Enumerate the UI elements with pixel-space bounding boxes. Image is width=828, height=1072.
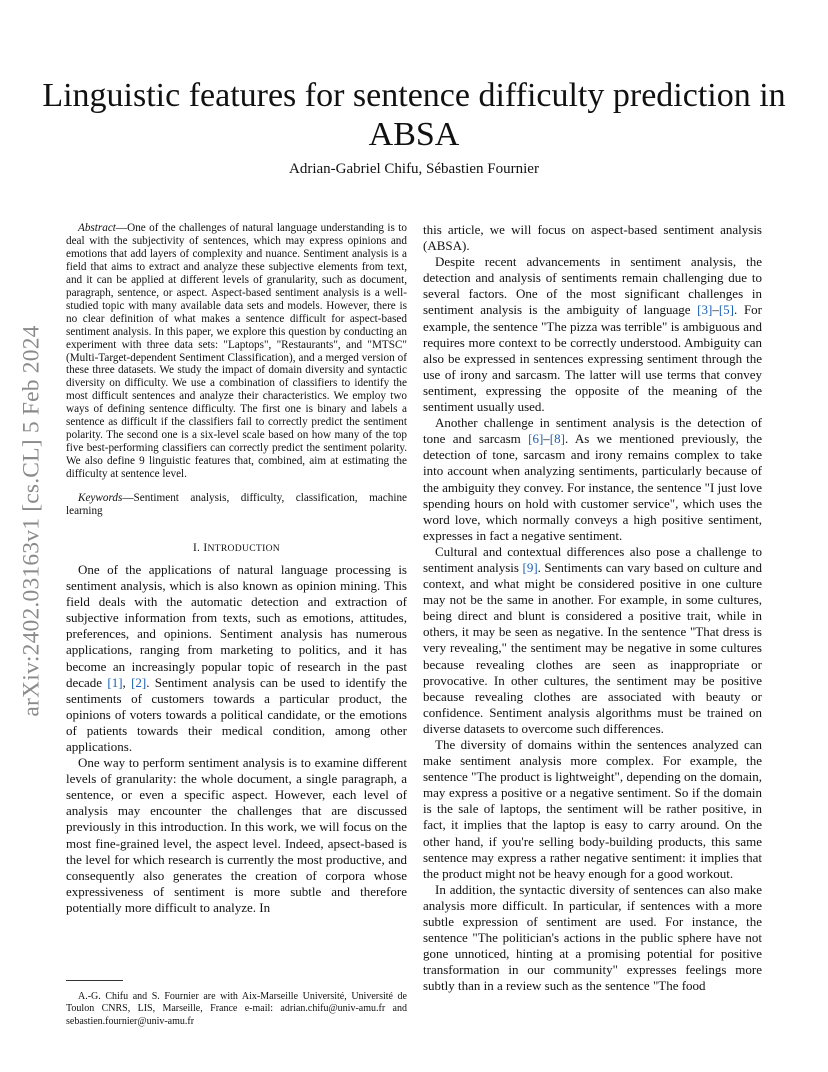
keywords-text: —Sentiment analysis, difficulty, classification, machine learning <box>66 492 407 518</box>
citation-link[interactable]: [5] <box>718 302 735 318</box>
citation-link[interactable]: [2] <box>131 674 147 690</box>
citation-link[interactable]: [6] <box>528 431 544 447</box>
intro-paragraph-5: Cultural and contextual differences also pose a challenge to sentiment analysis [9]. Sentiments can vary based on culture and context, and what might be considered positive in one culture may not be the same in another. For example, in some cultures, being direct and blunt is considered a positive trait, while in others, it may be seen as negative. In the sentence "That dress is very revealing," the sentiment may be negative in some cultures because revealing clothes are seen as inappropriate or provocative. In other cultures, the sentiment may be positive because revealing clothes are associated with beauty or confidence. Sentiment analysis algorithms must be trained on diverse datasets to overcome such differences. <box>423 543 762 736</box>
intro-paragraph-4: Another challenge in sentiment analysis is the detection of tone and sarcasm [6]–[8]. As we mentioned previously, the detection of tone, sarcasm and irony remains complex to take into account when analyzing sentiments, particularly because of the ambiguity they convey. For instance, the sentence "I just love spending hours on hold with customer service", which uses the word love, which normally conveys a high positive sentiment, expresses in fact a negative sentiment. <box>423 415 762 543</box>
right-column <box>423 222 762 995</box>
citation-link[interactable]: [1] <box>107 674 123 690</box>
citation-link[interactable]: [8] <box>549 431 565 447</box>
left-column <box>66 222 407 916</box>
paper-authors: Adrian-Gabriel Chifu, Sébastien Fournier <box>289 161 539 177</box>
citation-link[interactable]: [9] <box>522 559 538 575</box>
footnote-rule <box>66 980 123 981</box>
author-footnote: A.-G. Chifu and S. Fournier are with Aix-Marseille Université, Université de Toulon CNRS, LIS, Marseille, France e-mail: adrian.chifu@univ-amu.fr and sebastien.fournier@univ-amu.fr <box>66 991 407 1027</box>
abstract-label: Abstract <box>78 222 116 234</box>
abstract-text: —One of the challenges of natural language understanding is to deal with the subjectivity of sentences, which may express opinions and emotions that add layers of complexity and nuance. Sentiment analysis is a field that aims to extract and analyze these subjective elements from text, and it can be applied at different levels of granularity, such as document, paragraph, sentence, or aspect. Aspect-based sentiment analysis is a well-studied topic with many available data sets and models. However, there is no clear definition of what makes a sentence difficult for aspect-based sentiment analysis. In this paper, we explore this question by conducting an experiment with three data sets: "Laptops", "Restaurants", and "MTSC" (Multi-Target-dependent Sentiment Classification), and a merged version of these three datasets. We study the impact of domain diversity and syntactic diversity on difficulty. We use a combination of classifiers to identify the most difficult sentences and analyze their characteristics. We employ two ways of defining sentence difficulty. The first one is binary and labels a sentence as difficult if the classifiers fail to correctly predict the sentiment polarity. The second one is a six-level scale based on how many of the top five best-performing classifiers can correctly predict the sentiment polarity. We also define 9 linguistic features that, combined, aim at estimating the difficulty at sentence level. <box>66 222 407 481</box>
intro-paragraph-2: One way to perform sentiment analysis is to examine different levels of granularity: the whole document, a single paragraph, a sentence, or even a specific aspect. However, each level of analysis may encounter the challenges that are discussed previously in this introduction. In this work, we will focus on the most fine-grained level, the aspect level. Indeed, apsect-based is the level for which research is currently the most productive, and consequently also generates the creation of corpora whose expressiveness of sentiment is more subtle and therefore potentially more difficult to analyze. In <box>66 755 407 915</box>
abstract <box>66 222 407 481</box>
keywords-label: Keywords <box>78 492 123 505</box>
paper-title: Linguistic features for sentence difficulty prediction in ABSA <box>42 77 786 153</box>
intro-paragraph-7: In addition, the syntactic diversity of sentences can also make analysis more difficult. In particular, if sentences with a more subtle expression of sentiment are used. For instance, the sentence "The politician's actions in the public sphere have not gone unnoticed, hinting at a promising potential for positive transformation in our community" expresses feelings more subtly than in a review such as the sentence "The food <box>423 881 762 994</box>
citation-link[interactable]: [3] <box>697 302 713 318</box>
intro-paragraph-6: The diversity of domains within the sentences analyzed can make sentiment analysis more complex. For example, the sentence "The product is lightweight", depending on the domain, may express a positive or a negative sentiment. So if the domain is the sale of laptops, the sentiment will be rather positive, in fact, it implies that the laptop is easy to carry around. On the other hand, if you're selling body-building products, this same sentence may express a rather negative sentiment: it implies that the product might not be heavy enough for a good workout. <box>423 737 762 881</box>
intro-paragraph-1: One of the applications of natural language processing is sentiment analysis, which is also known as opinion mining. This field deals with the automatic detection and extraction of subjective information from texts, such as emotions, attitudes, preferences, and opinions. Sentiment analysis has numerous applications, ranging from marketing to politics, and it has become an increasingly popular topic of research in the past decade [1], [2]. Sentiment analysis can be used to identify the sentiments of customers towards a particular product, the opinions of voters towards a political candidate, or the emotions of patients towards their medical condition, among other applications. <box>66 561 407 754</box>
keywords <box>66 492 407 518</box>
arxiv-sidebar-stamp <box>14 296 50 746</box>
section-heading-introduction: I. INTRODUCTION <box>192 541 281 554</box>
intro-paragraph-continued: this article, we will focus on aspect-based sentiment analysis (ABSA). <box>423 222 762 254</box>
intro-paragraph-3: Despite recent advancements in sentiment analysis, the detection and analysis of sentiments remain challenging due to several factors. One of the most significant challenges in sentiment analysis is the ambiguity of language [3]–[5]. For example, the sentence "The pizza was terrible" is ambiguous and requires more context to be correctly understood. Ambiguity can also be expressed in sentences expressing sentiment through the use of irony and sarcasm. The latter will use terms that convey sentiment, expressing the opposite of the meaning of the sentiment usually used. <box>423 254 762 415</box>
arxiv-identifier: arXiv:2402.03163v1 [cs.CL] 5 Feb 2024 <box>18 325 45 717</box>
